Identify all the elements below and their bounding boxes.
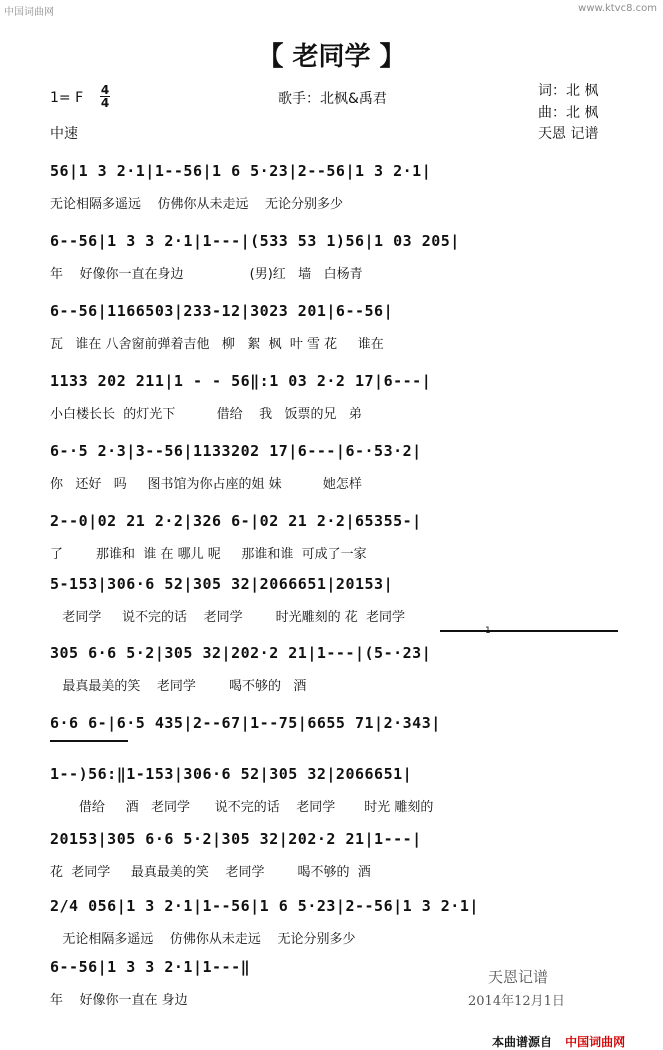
notes: 6-·5 2·3|3--56|1133202 17|6---|6-·53·2| xyxy=(50,442,422,460)
volta-bracket xyxy=(440,630,618,632)
notes: 6--56|1166503|233-12|3023 201|6--56| xyxy=(50,302,394,320)
footer-label: 本曲谱源自 xyxy=(492,1035,553,1049)
lyrics: 无论相隔多遥远 仿佛你从未走远 无论分别多少 xyxy=(50,932,356,947)
notes: 5-153|306·6 52|305 32|2066651|20153| xyxy=(50,575,394,593)
lyrics: 你 还好 吗 图书馆为你占座的姐 妹 她怎样 xyxy=(50,477,362,492)
tempo-marking: 中速 xyxy=(50,126,78,142)
notes: 1--)56:‖1-153|306·6 52|305 32|2066651| xyxy=(50,765,413,783)
song-title: 【 老同学 】 xyxy=(257,42,406,72)
signature-name: 天恩记谱 xyxy=(488,968,549,986)
lyricist-credit: 词：北 枫 xyxy=(538,83,599,99)
watermark-top-right: www.ktvc8.com xyxy=(578,3,657,14)
lyrics: 小白楼长长 的灯光下 借给 我 饭票的兄 弟 xyxy=(50,407,362,422)
lyrics: 借给 酒 老同学 说不完的话 老同学 时光 雕刻的 xyxy=(50,800,434,815)
lyrics: 瓦 谁在 八舍窗前弹着吉他 柳 絮 枫 叶 雪 花 谁在 xyxy=(50,337,384,352)
singer-credit: 歌手：北枫&禹君 xyxy=(278,91,387,107)
lyrics: 花 老同学 最真最美的笑 老同学 喝不够的 酒 xyxy=(50,865,371,880)
time-signature-bottom: 4 xyxy=(100,96,110,110)
volta-number: 1 xyxy=(485,626,491,636)
transcriber-credit: 天恩 记谱 xyxy=(538,126,599,142)
notes: 2--0|02 21 2·2|326 6-|02 21 2·2|65355-| xyxy=(50,512,422,530)
lyrics: 无论相隔多遥远 仿佛你从未走远 无论分别多少 xyxy=(50,197,344,212)
lyrics: 年 好像你一直在 身边 xyxy=(50,993,188,1008)
volta-bracket-2 xyxy=(50,740,128,742)
key-signature xyxy=(50,90,83,106)
time-signature-top: 4 xyxy=(100,83,110,97)
notes: 305 6·6 5·2|305 32|202·2 21|1---|(5-·23| xyxy=(50,644,432,662)
notes: 6--56|1 3 3 2·1|1---|(533 53 1)56|1 03 205| xyxy=(50,232,460,250)
composer-credit: 曲：北 枫 xyxy=(538,105,599,121)
notes: 6--56|1 3 3 2·1|1---‖ xyxy=(50,958,251,976)
key-label: 1= F xyxy=(50,90,84,106)
lyrics: 年 好像你一直在身边 (男)红 墙 白杨青 xyxy=(50,267,363,282)
footer-credit xyxy=(492,1031,625,1050)
notes: 1133 202 211|1 - - 56‖:1 03 2·2 17|6---| xyxy=(50,372,432,390)
time-signature xyxy=(100,84,110,109)
notes: 56|1 3 2·1|1--56|1 6 5·23|2--56|1 3 2·1| xyxy=(50,162,432,180)
lyrics: 最真最美的笑 老同学 喝不够的 酒 xyxy=(50,679,307,694)
lyrics: 老同学 说不完的话 老同学 时光雕刻的 花 老同学 xyxy=(50,610,406,625)
watermark-top-left: 中国词曲网 xyxy=(4,7,54,18)
notes: 6·6 6-|6·5 435|2--67|1--75|6655 71|2·343| xyxy=(50,714,441,732)
notes: 2/4 056|1 3 2·1|1--56|1 6 5·23|2--56|1 3 2·1| xyxy=(50,897,479,915)
signature-date: 2014年12月1日 xyxy=(468,994,565,1009)
notes: 20153|305 6·6 5·2|305 32|202·2 21|1---| xyxy=(50,830,422,848)
lyrics: 了 那谁和 谁 在 哪儿 呢 那谁和谁 可成了一家 xyxy=(50,547,367,562)
footer-site-link[interactable]: 中国词曲网 xyxy=(565,1035,626,1049)
